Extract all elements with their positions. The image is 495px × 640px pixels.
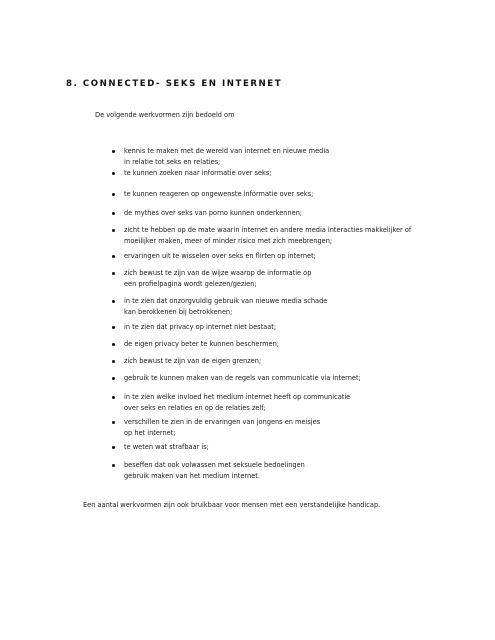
list-item-line: over seks en relaties en op de relaties zelf; — [124, 404, 266, 412]
list-item-line: zich bewust te zijn van de eigen grenzen; — [124, 357, 262, 365]
list-item-line: verschillen te zien in de ervaringen van jongens en meisjes — [124, 418, 321, 426]
footer-note: Een aantal werkvormen zijn ook bruikbaar voor mensen met een verstandelijke handicap. — [83, 501, 381, 509]
bullet-icon — [112, 326, 115, 329]
list-item-line: te kunnen reageren op ongewenste informatie over seks; — [124, 190, 314, 198]
list-item-line: in relatie tot seks en relaties; — [124, 158, 221, 166]
bullet-icon — [112, 464, 115, 467]
bullet-icon — [112, 377, 115, 380]
bullet-icon — [112, 360, 115, 363]
bullet-icon — [112, 193, 115, 196]
bullet-icon — [112, 396, 115, 399]
list-item-line: de eigen privacy beter te kunnen beschermen; — [124, 340, 279, 348]
bullet-icon — [112, 272, 115, 275]
list-item-line: in te zien dat privacy op internet niet bestaat; — [124, 323, 277, 331]
list-item-line: kan berokkenen bij betrokkenen; — [124, 308, 233, 316]
list-item-line: een profielpagina wordt gelezen/gezien; — [124, 280, 257, 288]
bullet-icon — [112, 255, 115, 258]
section-heading: 8. CONNECTED- SEKS EN INTERNET — [66, 79, 283, 89]
list-item-line: op het internet; — [124, 429, 176, 437]
list-item-line: gebruik te kunnen maken van de regels van communicatie via internet; — [124, 374, 361, 382]
list-item-line: moeilijker maken, meer of minder risico met zich meebrengen; — [124, 237, 333, 245]
list-item-line: zich bewust te zijn van de wijze waarop de informatie op — [124, 269, 312, 277]
bullet-icon — [112, 212, 115, 215]
list-item-line: ervaringen uit te wisselen over seks en flirten op internet; — [124, 252, 316, 260]
bullet-icon — [112, 343, 115, 346]
list-item-line: in te zien welke invloed het medium internet heeft op communicatie — [124, 393, 351, 401]
bullet-icon — [112, 421, 115, 424]
intro-text: De volgende werkvormen zijn bedoeld om — [95, 111, 235, 119]
list-item-line: de mythes over seks van porno kunnen onderkennen; — [124, 209, 303, 217]
list-item-line: te weten wat strafbaar is; — [124, 443, 209, 451]
list-item-line: te kunnen zoeken naar informatie over seks; — [124, 169, 272, 177]
list-item-line: gebruik maken van het medium internet. — [124, 472, 260, 480]
bullet-icon — [112, 150, 115, 153]
list-item-line: zicht te hebben op de mate waarin internet en andere media interacties makkelijker of — [124, 226, 412, 234]
bullet-icon — [112, 229, 115, 232]
list-item-line: kennis te maken met de wereld van internet en nieuwe media — [124, 147, 330, 155]
bullet-icon — [112, 300, 115, 303]
list-item-line: in te zien dat onzorgvuldig gebruik van nieuwe media schade — [124, 297, 328, 305]
bullet-icon — [112, 172, 115, 175]
bullet-icon — [112, 446, 115, 449]
list-item-line: beseffen dat ook volwassen met seksuele bedoelingen — [124, 461, 305, 469]
